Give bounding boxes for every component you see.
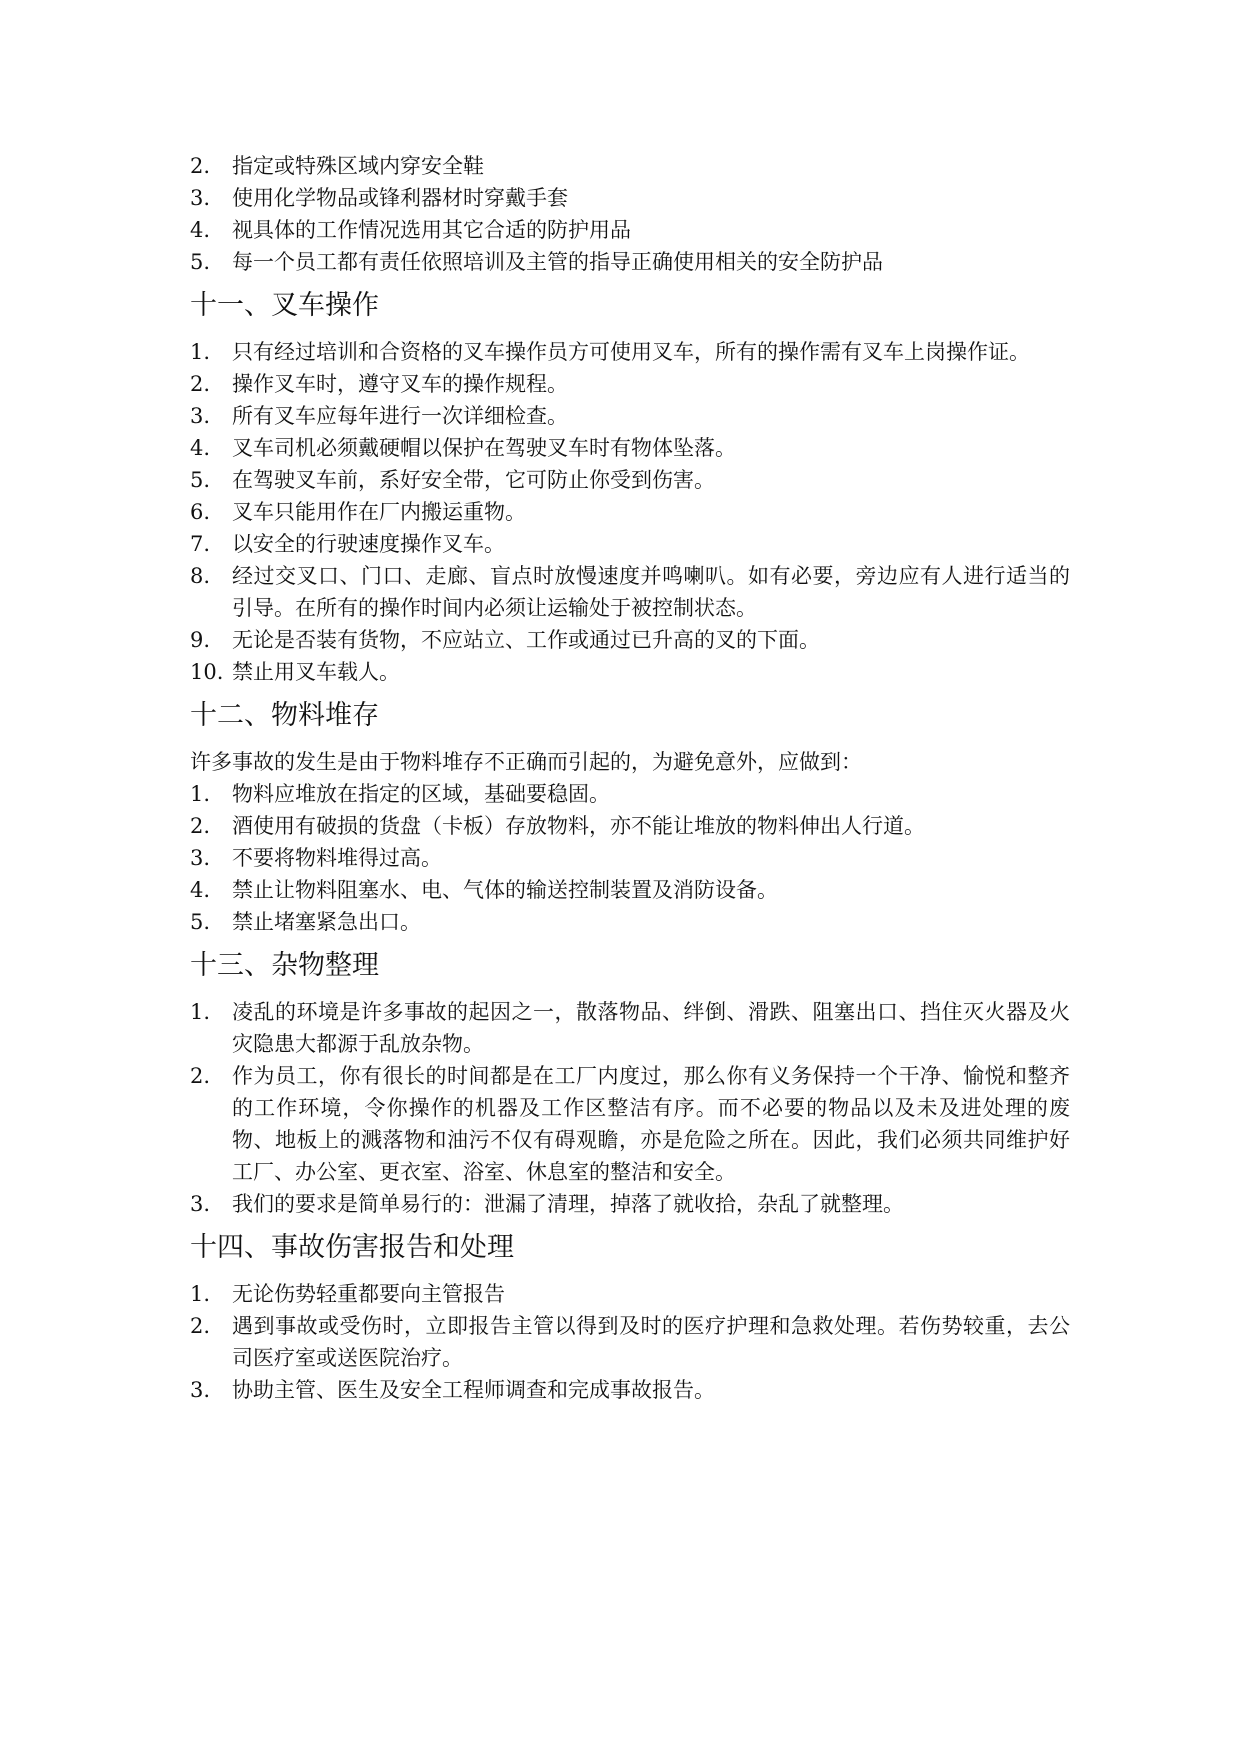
list-item bbox=[190, 464, 1070, 496]
item-number: 4. bbox=[190, 878, 211, 902]
section-intro: 许多事故的发生是由于物料堆存不正确而引起的，为避免意外，应做到： bbox=[190, 750, 862, 774]
list-item bbox=[190, 400, 1070, 432]
list-item bbox=[190, 1060, 1070, 1188]
item-number: 5. bbox=[190, 468, 211, 492]
list-item bbox=[190, 874, 1070, 906]
item-number: 3. bbox=[190, 846, 211, 870]
item-text: 我们的要求是简单易行的：泄漏了清理，掉落了就收拾，杂乱了就整理。 bbox=[232, 1192, 904, 1216]
item-text: 无论是否装有货物，不应站立、工作或通过已升高的叉的下面。 bbox=[232, 628, 820, 652]
item-text: 禁止用叉车载人。 bbox=[232, 660, 400, 684]
item-text: 使用化学物品或锋利器材时穿戴手套 bbox=[232, 186, 568, 210]
item-text: 操作叉车时，遵守叉车的操作规程。 bbox=[232, 372, 568, 396]
item-text: 视具体的工作情况选用其它合适的防护用品 bbox=[232, 218, 631, 242]
section-heading-accident-report: 十四、事故伤害报告和处理 bbox=[190, 1232, 514, 1263]
section-heading-housekeeping: 十三、杂物整理 bbox=[190, 950, 379, 981]
list-item bbox=[190, 810, 1070, 842]
item-text: 凌乱的环境是许多事故的起因之一，散落物品、绊倒、滑跌、阻塞出口、挡住灭火器及火灾隐患大都源于乱放杂物。 bbox=[232, 1000, 1070, 1056]
section-heading-material-storage: 十二、物料堆存 bbox=[190, 700, 379, 731]
item-number: 3. bbox=[190, 1192, 211, 1216]
forklift-list bbox=[190, 336, 1070, 688]
item-text: 以安全的行驶速度操作叉车。 bbox=[232, 532, 505, 556]
item-number: 1. bbox=[190, 782, 211, 806]
document-page bbox=[190, 150, 1070, 1406]
list-item bbox=[190, 214, 1070, 246]
list-item bbox=[190, 368, 1070, 400]
item-number: 1. bbox=[190, 1282, 211, 1306]
item-number: 3. bbox=[190, 186, 211, 210]
list-item bbox=[190, 996, 1070, 1060]
list-item bbox=[190, 182, 1070, 214]
item-number: 4. bbox=[190, 436, 211, 460]
item-text: 酒使用有破损的货盘（卡板）存放物料，亦不能让堆放的物料伸出人行道。 bbox=[232, 814, 925, 838]
item-number: 2. bbox=[190, 1314, 211, 1338]
material-storage-list bbox=[190, 778, 1070, 938]
item-text: 禁止堵塞紧急出口。 bbox=[232, 910, 421, 934]
item-number: 9. bbox=[190, 628, 211, 652]
item-text: 经过交叉口、门口、走廊、盲点时放慢速度并鸣喇叭。如有必要，旁边应有人进行适当的引导。在所有的操作时间内必须让运输处于被控制状态。 bbox=[232, 564, 1070, 620]
item-number: 2. bbox=[190, 154, 211, 178]
item-text: 作为员工，你有很长的时间都是在工厂内度过，那么你有义务保持一个干净、愉悦和整齐的工作环境，令你操作的机器及工作区整洁有序。而不必要的物品以及未及进处理的废物、地板上的溅落物和油污不仅有碍观瞻，亦是危险之所在。因此，我们必须共同维护好工厂、办公室、更衣室、浴室、休息室的整洁和安全。 bbox=[232, 1064, 1070, 1184]
list-item bbox=[190, 1188, 1070, 1220]
item-number: 1. bbox=[190, 340, 211, 364]
item-text: 指定或特殊区域内穿安全鞋 bbox=[232, 154, 484, 178]
item-number: 1. bbox=[190, 1000, 211, 1024]
item-number: 2. bbox=[190, 814, 211, 838]
list-item bbox=[190, 246, 1070, 278]
item-number: 2. bbox=[190, 1064, 211, 1088]
item-text: 每一个员工都有责任依照培训及主管的指导正确使用相关的安全防护品 bbox=[232, 250, 883, 274]
item-text: 所有叉车应每年进行一次详细检查。 bbox=[232, 404, 568, 428]
accident-report-list bbox=[190, 1278, 1070, 1406]
item-text: 协助主管、医生及安全工程师调查和完成事故报告。 bbox=[232, 1378, 715, 1402]
top-list bbox=[190, 150, 1070, 278]
list-item bbox=[190, 656, 1070, 688]
item-text: 物料应堆放在指定的区域，基础要稳固。 bbox=[232, 782, 610, 806]
item-number: 10. bbox=[190, 660, 224, 684]
item-number: 2. bbox=[190, 372, 211, 396]
list-item bbox=[190, 842, 1070, 874]
list-item bbox=[190, 560, 1070, 624]
list-item bbox=[190, 432, 1070, 464]
item-text: 禁止让物料阻塞水、电、气体的输送控制装置及消防设备。 bbox=[232, 878, 778, 902]
list-item bbox=[190, 1310, 1070, 1374]
list-item bbox=[190, 150, 1070, 182]
item-text: 叉车司机必须戴硬帽以保护在驾驶叉车时有物体坠落。 bbox=[232, 436, 736, 460]
item-number: 3. bbox=[190, 1378, 211, 1402]
item-text: 叉车只能用作在厂内搬运重物。 bbox=[232, 500, 526, 524]
item-text: 在驾驶叉车前，系好安全带，它可防止你受到伤害。 bbox=[232, 468, 715, 492]
list-item bbox=[190, 624, 1070, 656]
item-text: 遇到事故或受伤时，立即报告主管以得到及时的医疗护理和急救处理。若伤势较重，去公司医疗室或送医院治疗。 bbox=[232, 1314, 1070, 1370]
item-text: 不要将物料堆得过高。 bbox=[232, 846, 442, 870]
list-item bbox=[190, 1374, 1070, 1406]
item-number: 7. bbox=[190, 532, 211, 556]
section-heading-forklift: 十一、叉车操作 bbox=[190, 290, 379, 321]
list-item bbox=[190, 496, 1070, 528]
item-number: 5. bbox=[190, 250, 211, 274]
item-number: 3. bbox=[190, 404, 211, 428]
item-number: 6. bbox=[190, 500, 211, 524]
list-item bbox=[190, 1278, 1070, 1310]
item-text: 只有经过培训和合资格的叉车操作员方可使用叉车，所有的操作需有叉车上岗操作证。 bbox=[232, 340, 1030, 364]
item-number: 4. bbox=[190, 218, 211, 242]
list-item bbox=[190, 778, 1070, 810]
item-number: 8. bbox=[190, 564, 211, 588]
housekeeping-list bbox=[190, 996, 1070, 1220]
item-number: 5. bbox=[190, 910, 211, 934]
list-item bbox=[190, 336, 1070, 368]
list-item bbox=[190, 906, 1070, 938]
list-item bbox=[190, 528, 1070, 560]
item-text: 无论伤势轻重都要向主管报告 bbox=[232, 1282, 505, 1306]
